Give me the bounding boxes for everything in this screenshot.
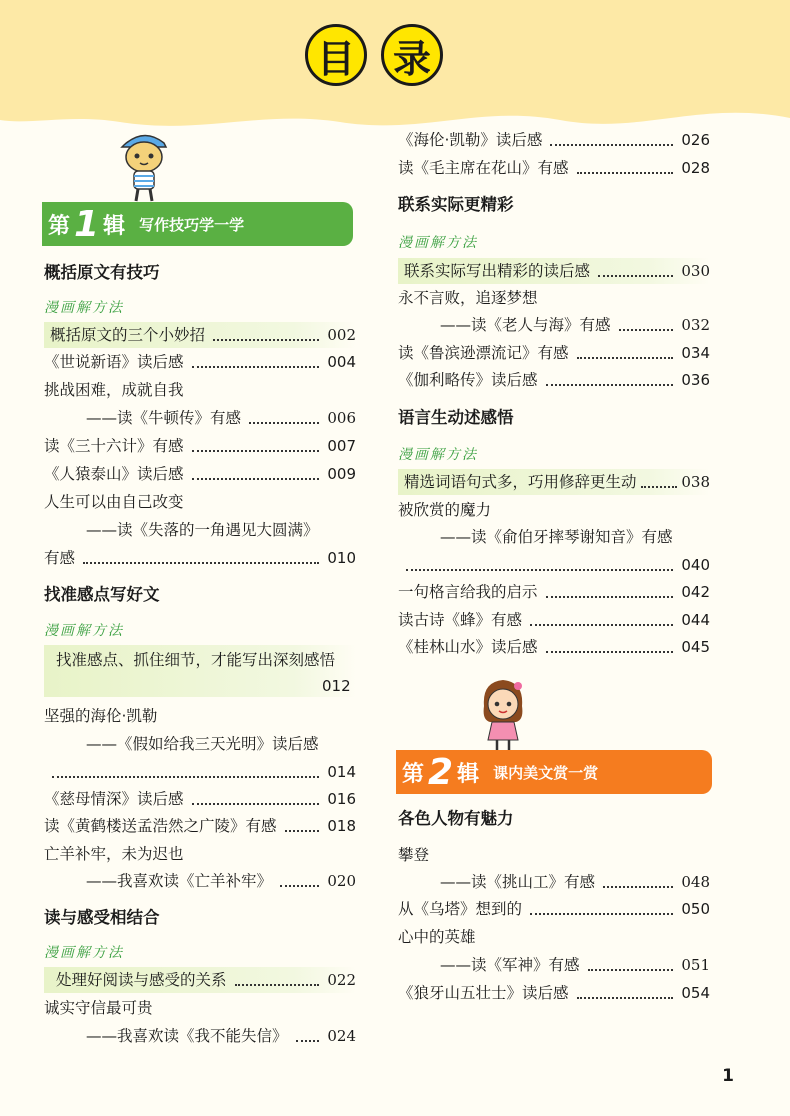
entry-page: 010 bbox=[327, 549, 356, 567]
title-char-2: 录 bbox=[381, 24, 443, 86]
toc-entry-title[interactable] bbox=[398, 288, 538, 308]
section-1-banner bbox=[42, 202, 353, 246]
left-method-label-2: 漫画解方法 bbox=[44, 623, 124, 639]
toc-entry[interactable] bbox=[50, 325, 356, 345]
entry-subtitle: ——读《俞伯牙摔琴谢知音》有感 bbox=[440, 528, 673, 546]
entry-page: 024 bbox=[327, 1027, 356, 1045]
section-2-banner bbox=[396, 750, 712, 794]
toc-entry[interactable] bbox=[398, 610, 710, 630]
entry-title: 诚实守信最可贵 bbox=[44, 999, 153, 1017]
entry-title: 读《毛主席在花山》有感 bbox=[398, 159, 569, 177]
entry-page: 034 bbox=[681, 344, 710, 362]
toc-entry[interactable] bbox=[398, 370, 710, 390]
toc-entry[interactable] bbox=[86, 1026, 356, 1046]
section-1-subtitle: 写作技巧学一学 bbox=[139, 215, 245, 234]
toc-entry[interactable] bbox=[44, 436, 356, 456]
page-title bbox=[305, 24, 443, 86]
entry-title: ——读《挑山工》有感 bbox=[440, 873, 596, 891]
toc-entry-title[interactable] bbox=[44, 844, 184, 864]
entry-title: 《桂林山水》读后感 bbox=[398, 638, 538, 656]
toc-entry[interactable] bbox=[404, 472, 710, 492]
entry-page: 004 bbox=[327, 353, 356, 371]
entry-title: 人生可以由自己改变 bbox=[44, 493, 184, 511]
entry-title: 《狼牙山五壮士》读后感 bbox=[398, 984, 569, 1002]
right-method-label-2: 漫画解方法 bbox=[398, 447, 478, 463]
entry-title: 精选词语句式多，巧用修辞更生动 bbox=[404, 473, 637, 491]
entry-title: 心中的英雄 bbox=[398, 928, 476, 946]
toc-entry-subtitle[interactable] bbox=[86, 520, 319, 540]
toc-entry[interactable] bbox=[44, 816, 356, 836]
toc-entry[interactable] bbox=[44, 352, 356, 372]
entry-title: 读《黄鹤楼送孟浩然之广陵》有感 bbox=[44, 817, 277, 835]
toc-entry-title[interactable] bbox=[398, 845, 429, 865]
entry-subtitle: ——读《失落的一角遇见大圆满》 bbox=[86, 521, 319, 539]
left-method-label-1: 漫画解方法 bbox=[44, 300, 124, 316]
toc-entry[interactable] bbox=[398, 637, 710, 657]
toc-entry[interactable] bbox=[56, 970, 356, 990]
entry-title: 《人猿泰山》读后感 bbox=[44, 465, 184, 483]
toc-entry-title[interactable] bbox=[44, 492, 184, 512]
entry-page: 028 bbox=[681, 159, 710, 177]
left-method-label-3: 漫画解方法 bbox=[44, 945, 124, 961]
entry-title: 《伽利略传》读后感 bbox=[398, 371, 538, 389]
entry-page: 026 bbox=[681, 131, 710, 149]
entry-title: 联系实际写出精彩的读后感 bbox=[404, 262, 591, 280]
entry-page: 030 bbox=[681, 262, 710, 280]
toc-entry[interactable] bbox=[44, 762, 356, 782]
entry-title: 处理好阅读与感受的关系 bbox=[56, 971, 227, 989]
left-heading-3: 读与感受相结合 bbox=[44, 908, 160, 927]
entry-page: 020 bbox=[327, 872, 356, 890]
entry-page: 050 bbox=[681, 900, 710, 918]
section-2-number: 2 bbox=[428, 751, 454, 793]
entry-page: 036 bbox=[681, 371, 710, 389]
entry-title: 有感 bbox=[44, 549, 76, 567]
entry-title: 读《三十六计》有感 bbox=[44, 437, 184, 455]
cat-mascot-icon bbox=[116, 125, 172, 203]
right-method-label-1: 漫画解方法 bbox=[398, 235, 478, 251]
entry-title: ——我喜欢读《亡羊补牢》 bbox=[86, 872, 273, 890]
entry-page: 054 bbox=[681, 984, 710, 1002]
toc-entry[interactable] bbox=[404, 261, 710, 281]
right-heading-3: 各色人物有魅力 bbox=[398, 809, 514, 828]
entry-title: 永不言败，追逐梦想 bbox=[398, 289, 538, 307]
entry-page: 051 bbox=[681, 956, 710, 974]
entry-title: 读《鲁滨逊漂流记》有感 bbox=[398, 344, 569, 362]
toc-entry-title[interactable] bbox=[44, 380, 184, 400]
entry-title: 坚强的海伦·凯勒 bbox=[44, 707, 158, 725]
entry-title: ——读《老人与海》有感 bbox=[440, 316, 611, 334]
right-heading-2: 语言生动述感悟 bbox=[398, 408, 514, 427]
entry-page: 045 bbox=[681, 638, 710, 656]
entry-title: 一句格言给我的启示 bbox=[398, 583, 538, 601]
entry-page: 007 bbox=[327, 437, 356, 455]
entry-page: 038 bbox=[681, 473, 710, 491]
entry-page: 040 bbox=[681, 556, 710, 574]
toc-entry-title[interactable] bbox=[44, 706, 157, 726]
toc-entry[interactable] bbox=[398, 130, 710, 150]
toc-entry[interactable] bbox=[440, 315, 710, 335]
entry-page: 012 bbox=[322, 677, 351, 695]
entry-page: 044 bbox=[681, 611, 710, 629]
entry-title: 《慈母情深》读后感 bbox=[44, 790, 184, 808]
title-char-1: 目 bbox=[305, 24, 367, 86]
section-2-subtitle: 课内美文赏一赏 bbox=[493, 763, 599, 782]
toc-entry[interactable] bbox=[398, 899, 710, 919]
toc-entry-method[interactable] bbox=[56, 650, 335, 670]
entry-title: 概括原文的三个小妙招 bbox=[50, 326, 206, 344]
section-2-prefix: 第 bbox=[402, 761, 425, 787]
toc-entry-subtitle[interactable] bbox=[440, 527, 673, 547]
toc-entry[interactable] bbox=[398, 555, 710, 575]
entry-title: ——读《军神》有感 bbox=[440, 956, 580, 974]
left-heading-2: 找准感点写好文 bbox=[44, 585, 160, 604]
toc-entry-subtitle[interactable] bbox=[86, 734, 319, 754]
entry-page: 016 bbox=[327, 790, 356, 808]
entry-page: 022 bbox=[327, 971, 356, 989]
entry-page: 009 bbox=[327, 465, 356, 483]
entry-title: ——读《牛顿传》有感 bbox=[86, 409, 242, 427]
toc-entry[interactable] bbox=[398, 983, 710, 1003]
toc-entry[interactable] bbox=[398, 158, 710, 178]
entry-title: 《世说新语》读后感 bbox=[44, 353, 184, 371]
entry-page: 014 bbox=[327, 763, 356, 781]
entry-page: 002 bbox=[327, 326, 356, 344]
page-number: 1 bbox=[722, 1066, 734, 1086]
entry-title: 亡羊补牢，未为迟也 bbox=[44, 845, 184, 863]
toc-entry[interactable] bbox=[44, 548, 356, 568]
section-1-number: 1 bbox=[74, 203, 100, 245]
section-2-suffix: 辑 bbox=[457, 761, 480, 787]
toc-entry[interactable] bbox=[398, 582, 710, 602]
toc-entry[interactable] bbox=[44, 464, 356, 484]
entry-subtitle: ——《假如给我三天光明》读后感 bbox=[86, 735, 319, 753]
entry-page: 032 bbox=[681, 316, 710, 334]
right-heading-1: 联系实际更精彩 bbox=[398, 195, 514, 214]
toc-entry-page[interactable] bbox=[322, 676, 351, 696]
toc-entry[interactable] bbox=[44, 789, 356, 809]
toc-entry[interactable] bbox=[398, 343, 710, 363]
entry-page: 018 bbox=[327, 817, 356, 835]
toc-entry[interactable] bbox=[86, 871, 356, 891]
section-1-suffix: 辑 bbox=[103, 213, 126, 239]
toc-entry-title[interactable] bbox=[44, 998, 153, 1018]
section-1-prefix: 第 bbox=[48, 213, 71, 239]
left-heading-1: 概括原文有技巧 bbox=[44, 263, 160, 282]
girl-mascot-icon bbox=[478, 676, 528, 752]
toc-entry-title[interactable] bbox=[398, 927, 476, 947]
entry-title: 《海伦·凯勒》读后感 bbox=[398, 131, 543, 149]
entry-title: 攀登 bbox=[398, 846, 430, 864]
toc-entry-title[interactable] bbox=[398, 500, 491, 520]
entry-title: ——我喜欢读《我不能失信》 bbox=[86, 1027, 288, 1045]
entry-page: 006 bbox=[327, 409, 356, 427]
entry-title: 读古诗《蜂》有感 bbox=[398, 611, 523, 629]
toc-entry[interactable] bbox=[440, 872, 710, 892]
entry-title: 挑战困难，成就自我 bbox=[44, 381, 184, 399]
toc-entry[interactable] bbox=[440, 955, 710, 975]
entry-page: 042 bbox=[681, 583, 710, 601]
entry-title: 找准感点、抓住细节，才能写出深刻感悟 bbox=[56, 651, 336, 669]
entry-title: 从《乌塔》想到的 bbox=[398, 900, 523, 918]
entry-title: 被欣赏的魔力 bbox=[398, 501, 492, 519]
entry-page: 048 bbox=[681, 873, 710, 891]
toc-entry[interactable] bbox=[86, 408, 356, 428]
